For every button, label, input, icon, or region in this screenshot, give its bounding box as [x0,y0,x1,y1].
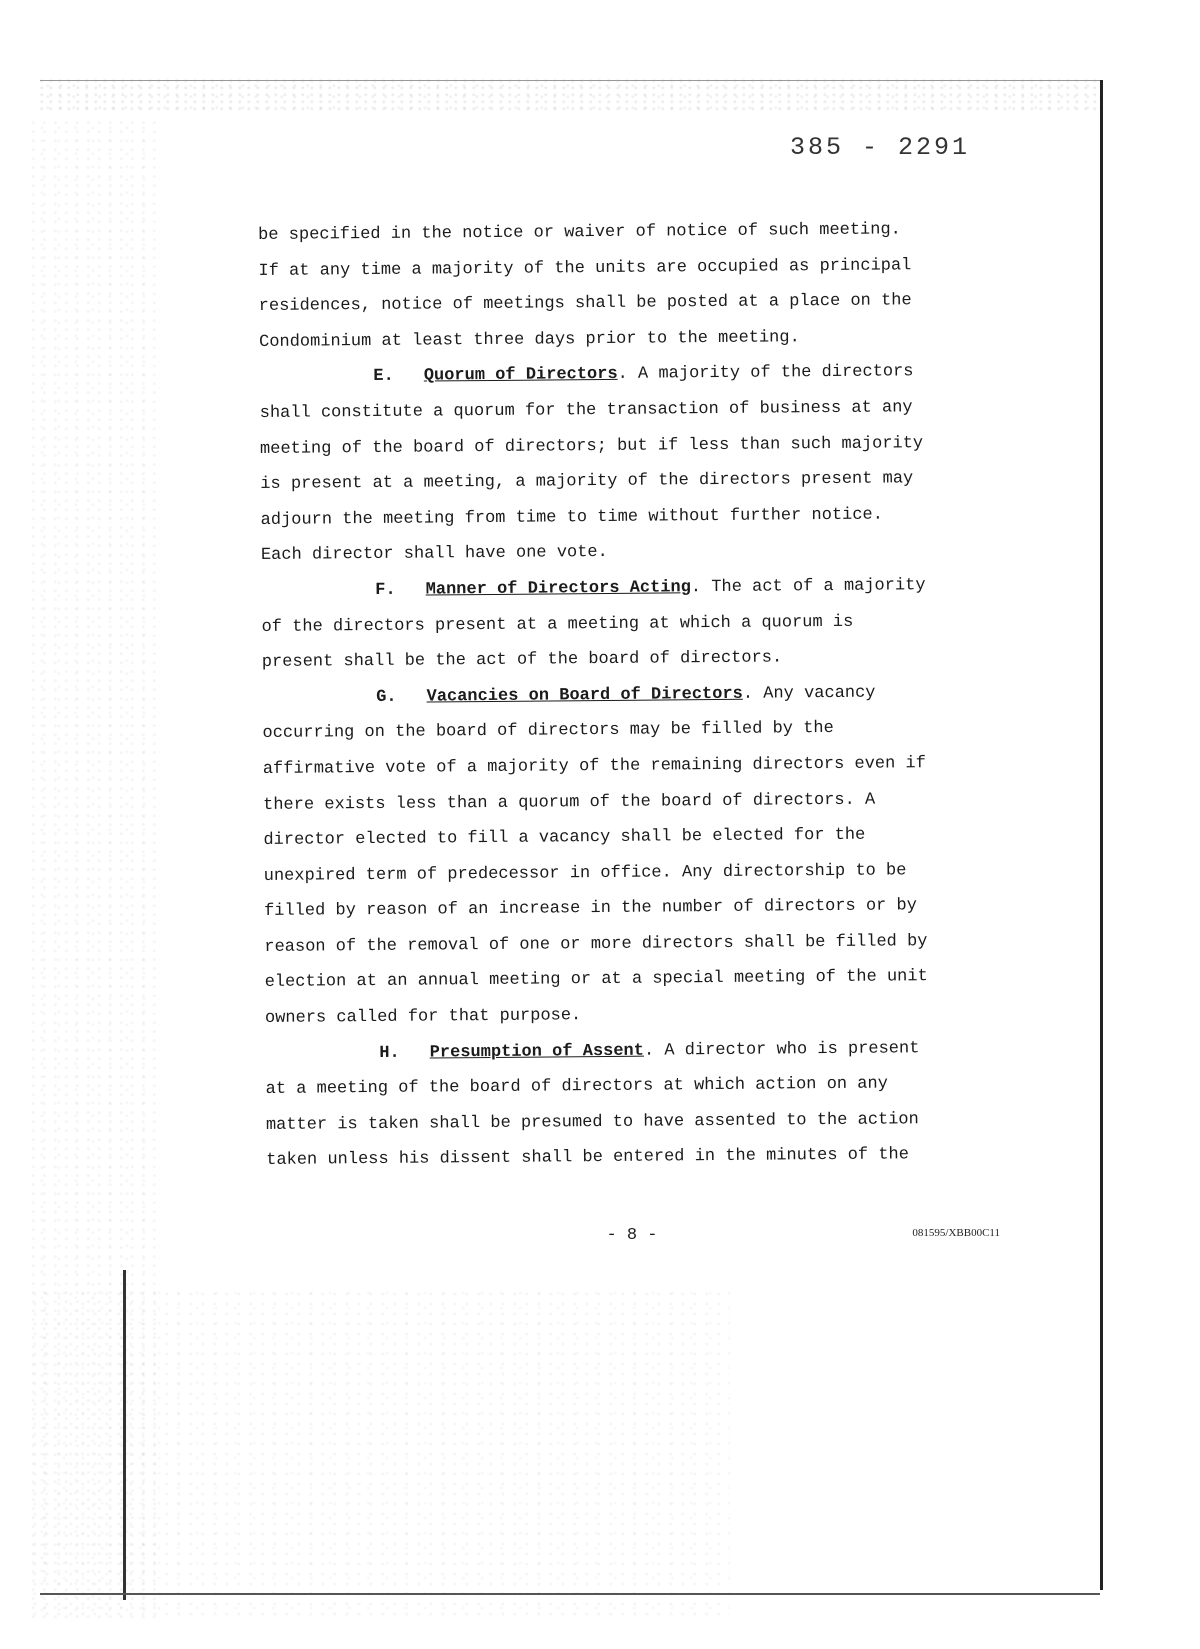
text-line: there exists less than a quorum of the board of directors. A [263,790,876,815]
text-line: taken unless his dissent shall be entered in the minutes of the [266,1145,910,1171]
section-heading: Presumption of Assent [429,1041,645,1063]
text-line: filled by reason of an increase in the number of directors or by [263,896,918,922]
text-line: shall constitute a quorum for the transaction of business at any [259,398,913,423]
file-code: 081595/XBB00C11 [912,1227,1000,1239]
text-line: Condominium at least three days prior to the meeting. [259,328,800,352]
text-line: matter is taken shall be presumed to have assented to the action [265,1110,919,1135]
section-first-line-text: . A director who is present [643,1038,920,1061]
scan-noise-bottom [30,1290,730,1620]
section-letter: G. [376,687,397,707]
text-line: of the directors present at a meeting at which a quorum is [261,612,854,637]
section-heading: Vacancies on Board of Directors [426,684,743,707]
document-number: 385 - 2291 [790,133,971,162]
scan-noise-top [40,78,1100,114]
scan-edge-bottom [40,1593,1100,1595]
text-line: director elected to fill a vacancy shall be elected for the [263,825,866,851]
section-letter: H. [379,1043,400,1063]
text-line: be specified in the notice or waiver of notice of such meeting. [258,220,901,245]
text-line: at a meeting of the board of directors at which action on any [265,1074,888,1100]
section-heading: Manner of Directors Acting [425,578,691,600]
text-line: unexpired term of predecessor in office. Any directorship to be [263,861,907,886]
text-line: election at an annual meeting or at a special meeting of the unit [264,967,928,993]
section-letter: E. [373,367,394,387]
text-line: affirmative vote of a majority of the remaining directors even if [262,754,926,779]
text-line: Each director shall have one vote. [260,543,608,566]
scan-edge-top [40,80,1100,81]
text-line: adjourn the meeting from time to time without further notice. [260,505,884,530]
section-first-line-text: . A majority of the directors [617,362,914,385]
text-line: meeting of the board of directors; but if less than such majority [259,433,924,459]
section-f-first-line [261,568,986,610]
text-line: residences, notice of meetings shall be posted at a place on the [258,291,912,317]
text-line: is present at a meeting, a majority of the directors present may [260,469,914,495]
page-number: - 8 - [606,1226,658,1245]
text-line: occurring on the board of directors may be filled by the [262,719,834,744]
body-text [258,212,991,1179]
scan-edge-left [123,1270,126,1600]
scan-edge-right [1100,80,1103,1590]
section-first-line-text: . Any vacancy [742,683,876,704]
text-line: If at any time a majority of the units are occupied as principal [258,255,912,281]
section-heading: Quorum of Directors [423,365,618,386]
section-first-line-text: . The act of a majority [690,576,926,598]
text-line: reason of the removal of one or more directors shall be filled by [264,932,928,957]
section-letter: F. [375,580,396,600]
text-line: present shall be the act of the board of directors. [261,648,783,673]
text-line: owners called for that purpose. [264,1006,582,1029]
